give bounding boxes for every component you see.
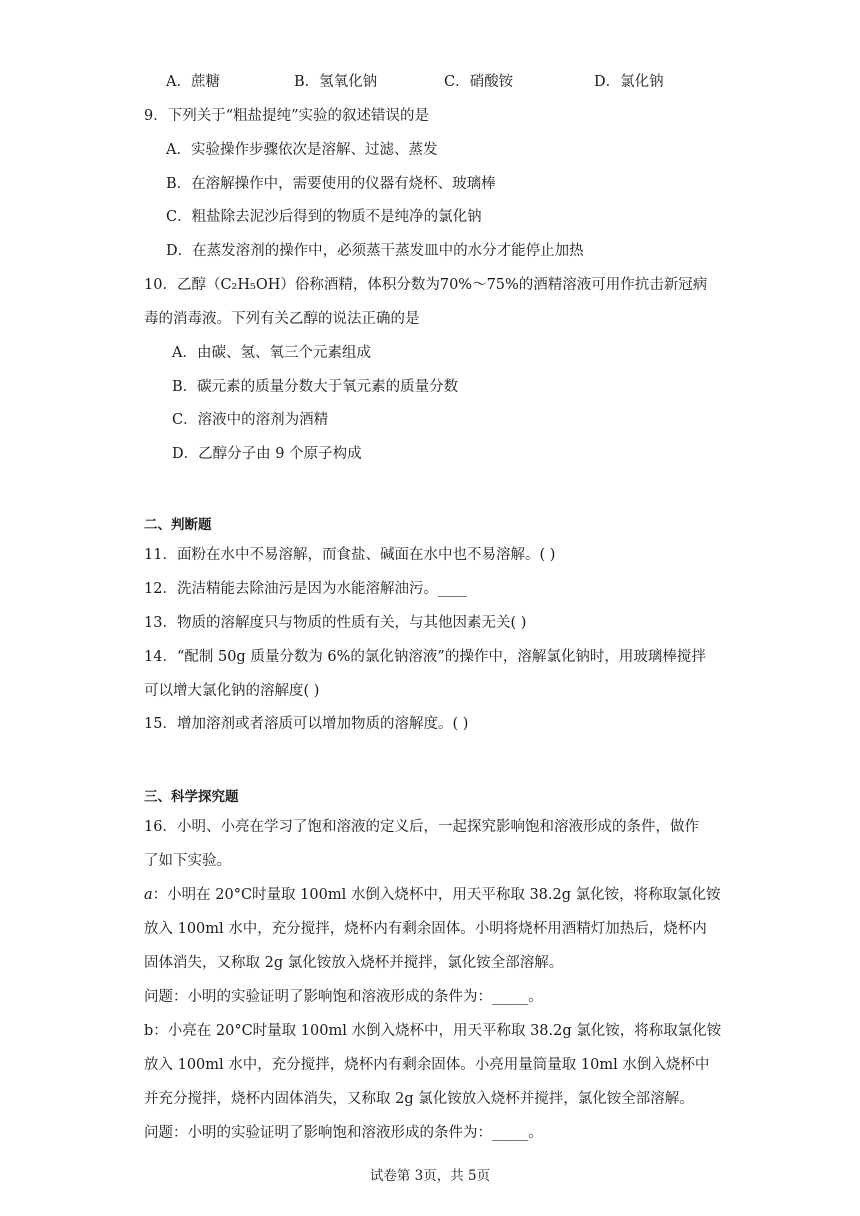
q8-option-c: C．硝酸铵: [444, 74, 514, 90]
q16-part-a-line3: 固体消失，又称取 2g 氯化铵放入烧杯并搅拌，氯化铵全部溶解。: [144, 955, 564, 971]
q9-option-c: C．粗盐除去泥沙后得到的物质不是纯净的氯化钠: [166, 209, 482, 225]
q16-part-a-question: 问题：小明的实验证明了影响饱和溶液形成的条件为：_____。: [144, 989, 543, 1005]
q15: 15．增加溶剂或者溶质可以增加物质的溶解度。( ): [144, 716, 469, 732]
q10-option-a: A．由碳、氢、氧三个元素组成: [172, 345, 371, 361]
q8-option-b: B．氢氧化钠: [294, 74, 378, 90]
q13: 13．物质的溶解度只与物质的性质有关，与其他因素无关( ): [144, 615, 527, 631]
q10-option-d: D．乙醇分子由 9 个原子构成: [172, 446, 362, 462]
q16-line2: 了如下实验。: [144, 853, 231, 869]
page-footer: 试卷第 3页，共 5页: [369, 1168, 491, 1184]
q16-part-a-line2: 放入 100ml 水中，充分搅拌，烧杯内有剩余固体。小明将烧杯用酒精灯加热后，烧杯内: [144, 921, 707, 937]
q10-option-c: C．溶液中的溶剂为酒精: [172, 412, 329, 428]
q12: 12．洗洁精能去除油污是因为水能溶解油污。____: [144, 581, 467, 597]
q11: 11．面粉在水中不易溶解，而食盐、碱面在水中也不易溶解。( ): [144, 547, 556, 563]
section3-title: 三、科学探究题: [144, 789, 239, 805]
q8-option-a: A．蔗糖: [166, 74, 220, 90]
q16-part-b-line3: 并充分搅拌，烧杯内固体消失，又称取 2g 氯化铵放入烧杯并搅拌，氯化铵全部溶解。: [144, 1091, 694, 1107]
part-a-label: a: [144, 887, 153, 903]
q14-line1: 14．“配制 50g 质量分数为 6%的氯化钠溶液”的操作中，溶解氯化钠时，用玻璃棒搅拌: [144, 649, 706, 665]
q14-line2: 可以增大氯化钠的溶解度( ): [144, 683, 320, 699]
q8-option-d: D．氯化钠: [594, 74, 664, 90]
q9-option-b: B．在溶解操作中，需要使用的仪器有烧杯、玻璃棒: [166, 176, 496, 192]
q9-option-d: D．在蒸发溶剂的操作中，必须蒸干蒸发皿中的水分才能停止加热: [166, 243, 584, 259]
q16-line1: 16．小明、小亮在学习了饱和溶液的定义后，一起探究影响饱和溶液形成的条件，做作: [144, 819, 699, 835]
q8-options: [166, 72, 726, 92]
q16-part-a-line1: [144, 885, 721, 905]
q16-part-b-line2: 放入 100ml 水中，充分搅拌，烧杯内有剩余固体。小亮用量筒量取 10ml 水倒入烧杯中: [144, 1057, 710, 1073]
part-a-text: ：小明在 20°C时量取 100ml 水倒入烧杯中，用天平称取 38.2g 氯化铵，将称取氯化铵: [152, 887, 721, 903]
q10-stem-line1: 10．乙醇（C₂H₅OH）俗称酒精，体积分数为70%～75%的酒精溶液可用作抗击新冠病: [144, 277, 708, 293]
q10-stem-line2: 毒的消毒液。下列有关乙醇的说法正确的是: [144, 311, 420, 327]
q9-option-a: A．实验操作步骤依次是溶解、过滤、蒸发: [166, 142, 438, 158]
q10-option-b: B．碳元素的质量分数大于氧元素的质量分数: [172, 379, 459, 395]
q16-part-b-line1: b：小亮在 20°C时量取 100ml 水倒入烧杯中，用天平称取 38.2g 氯化铵，将称取氯化铵: [144, 1023, 722, 1039]
q9-stem: 9．下列关于“粗盐提纯”实验的叙述错误的是: [144, 108, 430, 124]
q16-part-b-question: 问题：小明的实验证明了影响饱和溶液形成的条件为：_____。: [144, 1125, 543, 1141]
section2-title: 二、判断题: [144, 517, 212, 533]
